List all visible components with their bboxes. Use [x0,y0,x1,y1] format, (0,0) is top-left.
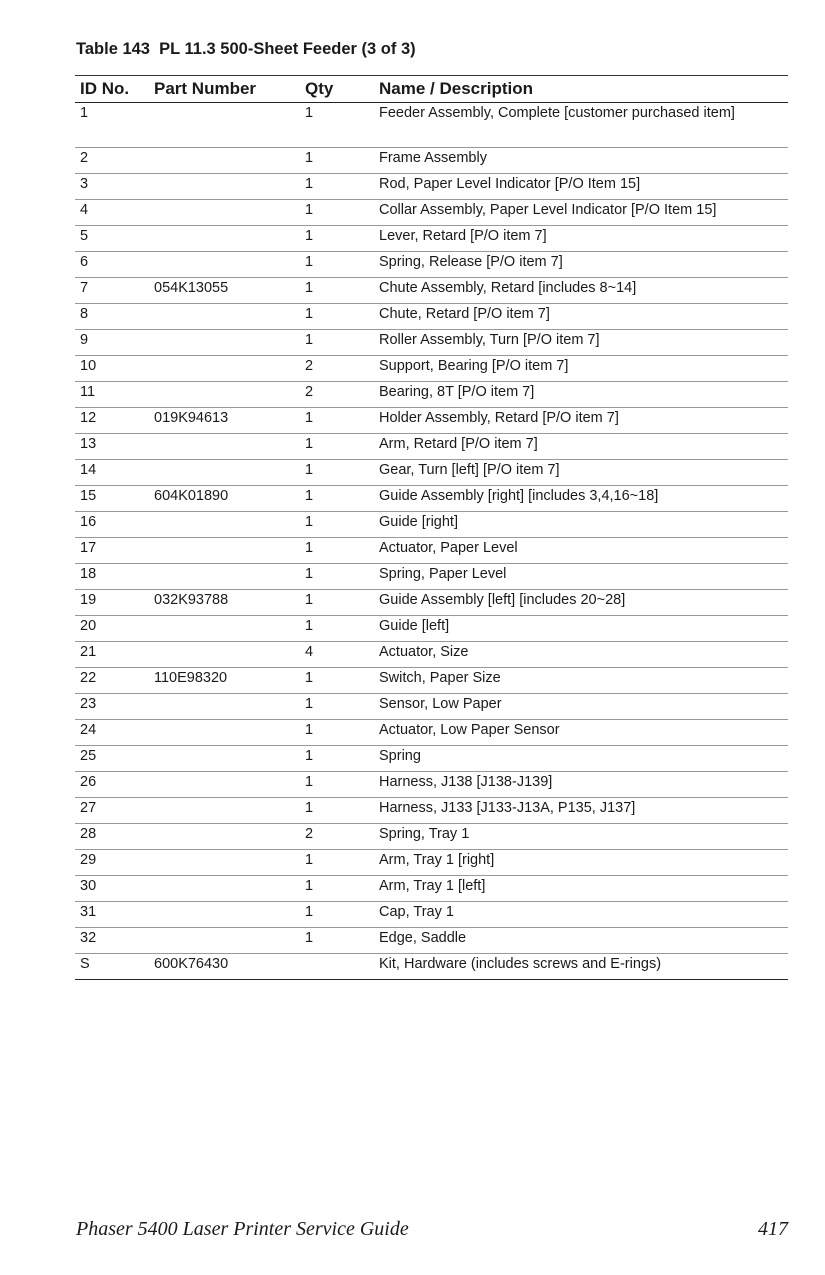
cell-id-no: 27 [75,798,149,824]
cell-part-number [149,798,300,824]
cell-id-no: 21 [75,642,149,668]
cell-description: Actuator, Paper Level [374,538,788,564]
cell-id-no: 9 [75,330,149,356]
cell-part-number [149,252,300,278]
cell-part-number: 110E98320 [149,668,300,694]
cell-description: Collar Assembly, Paper Level Indicator [P/O Item 15] [374,200,788,226]
cell-description: Arm, Tray 1 [right] [374,850,788,876]
cell-qty: 1 [300,330,374,356]
cell-description: Actuator, Low Paper Sensor [374,720,788,746]
cell-qty: 1 [300,590,374,616]
table-row [75,902,788,928]
cell-description: Bearing, 8T [P/O item 7] [374,382,788,408]
cell-part-number [149,434,300,460]
cell-qty: 1 [300,772,374,798]
cell-part-number [149,103,300,148]
cell-qty: 4 [300,642,374,668]
table-row [75,824,788,850]
cell-qty [300,954,374,980]
parts-list-table [75,75,788,980]
cell-part-number [149,382,300,408]
cell-qty: 1 [300,694,374,720]
table-row [75,174,788,200]
cell-qty: 2 [300,382,374,408]
cell-id-no: 15 [75,486,149,512]
cell-qty: 1 [300,226,374,252]
table-row [75,304,788,330]
cell-id-no: 3 [75,174,149,200]
cell-qty: 1 [300,200,374,226]
table-row [75,252,788,278]
table-row [75,512,788,538]
table-row [75,668,788,694]
cell-qty: 1 [300,720,374,746]
cell-id-no: 12 [75,408,149,434]
cell-description: Frame Assembly [374,148,788,174]
footer-title: Phaser 5400 Laser Printer Service Guide [76,1218,409,1240]
table-row [75,720,788,746]
cell-description: Feeder Assembly, Complete [customer purchased item] [374,103,788,148]
cell-qty: 1 [300,174,374,200]
table-row [75,564,788,590]
cell-id-no: 22 [75,668,149,694]
cell-qty: 1 [300,538,374,564]
cell-id-no: 14 [75,460,149,486]
table-row [75,148,788,174]
cell-qty: 1 [300,148,374,174]
page-number: 417 [758,1218,788,1240]
cell-part-number [149,226,300,252]
cell-part-number [149,460,300,486]
cell-qty: 1 [300,850,374,876]
cell-qty: 2 [300,356,374,382]
cell-part-number: 604K01890 [149,486,300,512]
cell-part-number [149,928,300,954]
table-row [75,226,788,252]
cell-qty: 1 [300,278,374,304]
cell-id-no: 8 [75,304,149,330]
cell-id-no: 30 [75,876,149,902]
cell-id-no: 10 [75,356,149,382]
cell-id-no: 18 [75,564,149,590]
cell-description: Spring, Paper Level [374,564,788,590]
cell-id-no: 4 [75,200,149,226]
cell-description: Cap, Tray 1 [374,902,788,928]
cell-qty: 1 [300,668,374,694]
table-header-row [75,76,788,103]
cell-description: Support, Bearing [P/O item 7] [374,356,788,382]
cell-qty: 1 [300,512,374,538]
cell-part-number [149,200,300,226]
cell-description: Roller Assembly, Turn [P/O item 7] [374,330,788,356]
table-row [75,434,788,460]
table-row [75,798,788,824]
cell-id-no: 2 [75,148,149,174]
cell-description: Spring, Release [P/O item 7] [374,252,788,278]
table-row [75,408,788,434]
cell-qty: 1 [300,746,374,772]
cell-description: Arm, Retard [P/O item 7] [374,434,788,460]
table-row [75,954,788,980]
cell-id-no: 19 [75,590,149,616]
cell-part-number [149,538,300,564]
cell-id-no: 28 [75,824,149,850]
cell-qty: 1 [300,564,374,590]
cell-qty: 1 [300,460,374,486]
cell-part-number [149,174,300,200]
cell-id-no: 31 [75,902,149,928]
cell-description: Sensor, Low Paper [374,694,788,720]
table-row [75,850,788,876]
page-footer [76,1218,788,1241]
cell-description: Guide Assembly [left] [includes 20~28] [374,590,788,616]
cell-id-no: 29 [75,850,149,876]
cell-qty: 1 [300,902,374,928]
cell-description: Lever, Retard [P/O item 7] [374,226,788,252]
cell-id-no: 13 [75,434,149,460]
cell-description: Guide Assembly [right] [includes 3,4,16~18] [374,486,788,512]
cell-description: Switch, Paper Size [374,668,788,694]
cell-id-no: S [75,954,149,980]
table-row [75,772,788,798]
column-header-part-number: Part Number [149,76,300,103]
cell-id-no: 5 [75,226,149,252]
cell-part-number [149,850,300,876]
cell-description: Harness, J133 [J133-J13A, P135, J137] [374,798,788,824]
cell-description: Edge, Saddle [374,928,788,954]
cell-description: Guide [right] [374,512,788,538]
cell-id-no: 16 [75,512,149,538]
cell-description: Arm, Tray 1 [left] [374,876,788,902]
table-row [75,876,788,902]
table-row [75,538,788,564]
cell-part-number [149,148,300,174]
table-caption: Table 143 PL 11.3 500-Sheet Feeder (3 of 3) [76,40,416,58]
cell-description: Chute, Retard [P/O item 7] [374,304,788,330]
cell-part-number [149,330,300,356]
cell-qty: 1 [300,252,374,278]
column-header-description: Name / Description [374,76,788,103]
cell-id-no: 32 [75,928,149,954]
cell-part-number [149,564,300,590]
cell-qty: 1 [300,103,374,148]
cell-description: Holder Assembly, Retard [P/O item 7] [374,408,788,434]
cell-qty: 1 [300,486,374,512]
table-row [75,616,788,642]
table-row [75,278,788,304]
cell-qty: 1 [300,616,374,642]
cell-id-no: 23 [75,694,149,720]
cell-part-number [149,304,300,330]
cell-description: Harness, J138 [J138-J139] [374,772,788,798]
column-header-id: ID No. [75,76,149,103]
cell-part-number [149,746,300,772]
cell-description: Actuator, Size [374,642,788,668]
table-row [75,356,788,382]
cell-id-no: 24 [75,720,149,746]
cell-id-no: 20 [75,616,149,642]
cell-id-no: 17 [75,538,149,564]
table-row [75,103,788,148]
cell-description: Spring, Tray 1 [374,824,788,850]
cell-description: Kit, Hardware (includes screws and E-rings) [374,954,788,980]
table-row [75,200,788,226]
cell-description: Chute Assembly, Retard [includes 8~14] [374,278,788,304]
cell-qty: 1 [300,434,374,460]
table-row [75,642,788,668]
cell-part-number [149,616,300,642]
cell-id-no: 1 [75,103,149,148]
table-row [75,590,788,616]
cell-qty: 1 [300,928,374,954]
table-row [75,330,788,356]
cell-id-no: 7 [75,278,149,304]
cell-description: Rod, Paper Level Indicator [P/O Item 15] [374,174,788,200]
cell-description: Spring [374,746,788,772]
cell-id-no: 11 [75,382,149,408]
cell-qty: 1 [300,876,374,902]
table-row [75,928,788,954]
cell-part-number [149,876,300,902]
cell-qty: 2 [300,824,374,850]
table-row [75,694,788,720]
cell-part-number [149,642,300,668]
cell-part-number [149,512,300,538]
cell-part-number [149,902,300,928]
cell-part-number: 019K94613 [149,408,300,434]
cell-id-no: 26 [75,772,149,798]
cell-part-number: 054K13055 [149,278,300,304]
cell-part-number [149,824,300,850]
table-row [75,746,788,772]
table-body [75,103,788,980]
cell-qty: 1 [300,798,374,824]
column-header-qty: Qty [300,76,374,103]
cell-description: Gear, Turn [left] [P/O item 7] [374,460,788,486]
cell-part-number [149,720,300,746]
cell-id-no: 6 [75,252,149,278]
table-row [75,460,788,486]
cell-part-number [149,356,300,382]
cell-qty: 1 [300,408,374,434]
cell-part-number [149,772,300,798]
cell-part-number: 600K76430 [149,954,300,980]
table-row [75,382,788,408]
cell-part-number: 032K93788 [149,590,300,616]
cell-id-no: 25 [75,746,149,772]
cell-part-number [149,694,300,720]
table-row [75,486,788,512]
cell-qty: 1 [300,304,374,330]
cell-description: Guide [left] [374,616,788,642]
